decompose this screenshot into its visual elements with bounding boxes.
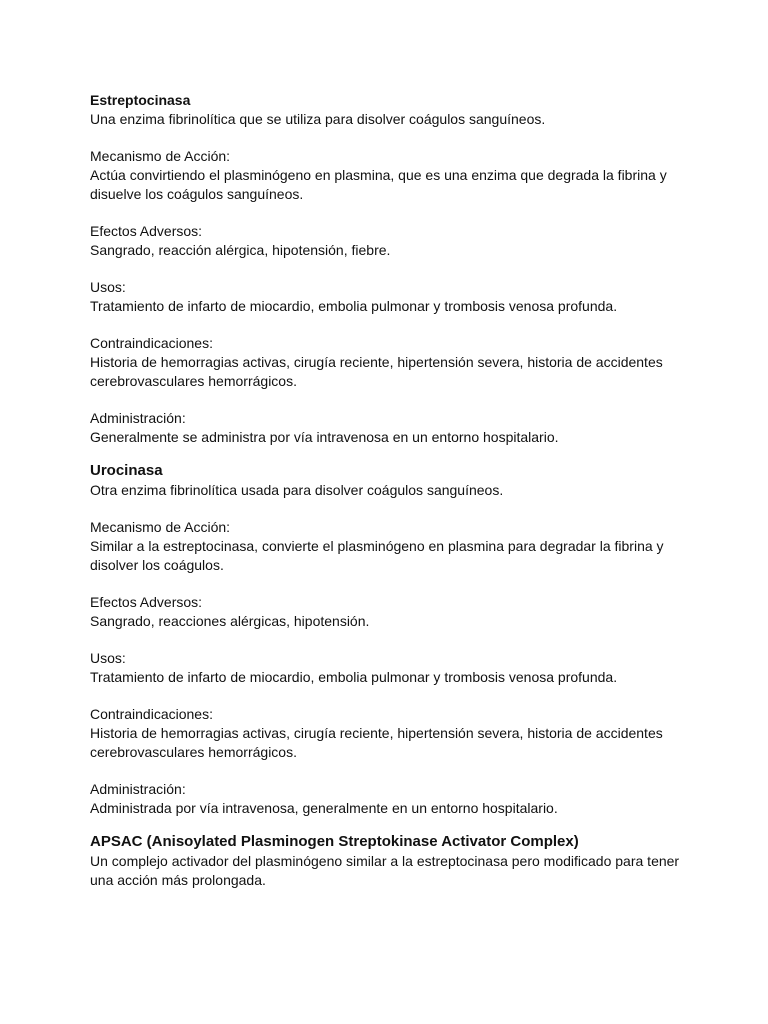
section-label: Mecanismo de Acción:	[90, 519, 231, 535]
section-text: Similar a la estreptocinasa, convierte el plasminógeno en plasmina para degradar la fibrina y disolver los coágulos.	[90, 538, 664, 573]
section-efectos	[90, 593, 690, 631]
section-administracion	[90, 409, 690, 447]
drug-description: Un complejo activador del plasminógeno similar a la estreptocinasa pero modificado para tener una acción más prolongada.	[90, 853, 680, 888]
drug-entry-apsac	[90, 832, 690, 890]
drug-description: Una enzima fibrinolítica que se utiliza para disolver coágulos sanguíneos.	[90, 111, 546, 127]
section-mecanismo	[90, 147, 690, 204]
section-contraindicaciones	[90, 705, 690, 762]
section-label: Administración:	[90, 781, 186, 797]
section-usos	[90, 649, 690, 687]
section-label: Administración:	[90, 410, 186, 426]
drug-title: Urocinasa	[90, 462, 163, 479]
section-text: Sangrado, reacción alérgica, hipotensión, fiebre.	[90, 242, 391, 258]
drug-description: Otra enzima fibrinolítica usada para disolver coágulos sanguíneos.	[90, 482, 504, 498]
section-text: Tratamiento de infarto de miocardio, embolia pulmonar y trombosis venosa profunda.	[90, 298, 618, 314]
section-label: Efectos Adversos:	[90, 223, 203, 239]
drug-entry-estreptocinasa	[90, 90, 690, 447]
section-efectos	[90, 222, 690, 260]
section-text: Sangrado, reacciones alérgicas, hipotensión.	[90, 613, 370, 629]
section-label: Contraindicaciones:	[90, 706, 213, 722]
section-text: Generalmente se administra por vía intravenosa en un entorno hospitalario.	[90, 429, 559, 445]
section-contraindicaciones	[90, 334, 690, 391]
section-label: Efectos Adversos:	[90, 594, 203, 610]
section-label: Mecanismo de Acción:	[90, 148, 231, 164]
section-text: Administrada por vía intravenosa, generalmente en un entorno hospitalario.	[90, 800, 558, 816]
section-text: Historia de hemorragias activas, cirugía reciente, hipertensión severa, historia de accidentes cerebrovasculares hemorrágicos.	[90, 725, 663, 760]
section-usos	[90, 278, 690, 316]
section-label: Contraindicaciones:	[90, 335, 213, 351]
section-text: Historia de hemorragias activas, cirugía reciente, hipertensión severa, historia de accidentes cerebrovasculares hemorrágicos.	[90, 354, 663, 389]
document-page	[90, 90, 690, 908]
drug-entry-urocinasa	[90, 461, 690, 818]
section-administracion	[90, 780, 690, 818]
section-text: Tratamiento de infarto de miocardio, embolia pulmonar y trombosis venosa profunda.	[90, 669, 618, 685]
section-text: Actúa convirtiendo el plasminógeno en plasmina, que es una enzima que degrada la fibrina y disuelve los coágulos sanguíneos.	[90, 167, 667, 202]
section-mecanismo	[90, 518, 690, 575]
drug-title: APSAC (Anisoylated Plasminogen Streptokinase Activator Complex)	[90, 833, 579, 850]
section-label: Usos:	[90, 650, 126, 666]
section-label: Usos:	[90, 279, 126, 295]
drug-title: Estreptocinasa	[90, 92, 191, 108]
